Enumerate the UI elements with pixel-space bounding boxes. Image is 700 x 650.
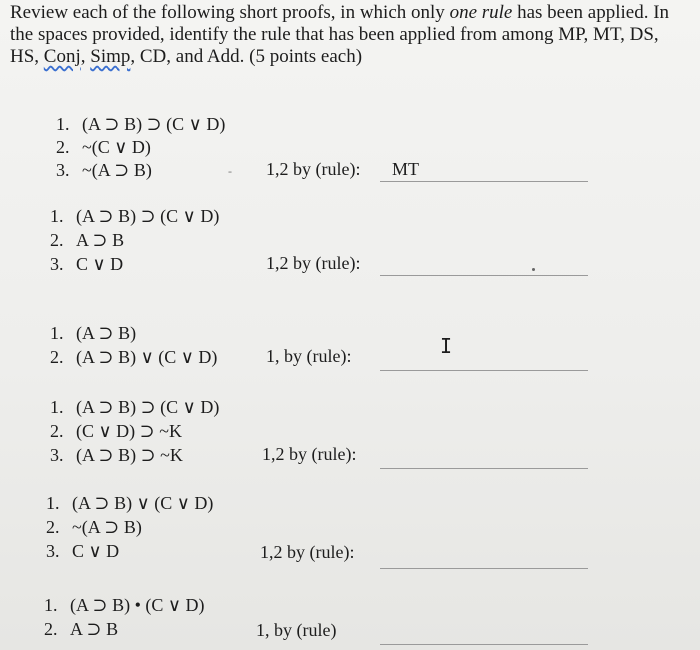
line-number: 1. [56, 114, 70, 134]
line-formula: A ⊃ B [76, 230, 125, 250]
proof-5-rule-label: 1,2 by (rule): [260, 542, 355, 562]
line-formula: A ⊃ B [70, 619, 119, 639]
proof-5-line-2 [46, 516, 142, 538]
proof-2-line-1 [50, 205, 219, 227]
stray-mark: - [228, 164, 232, 178]
line-number: 2. [44, 619, 58, 639]
line-formula: (A ⊃ B) [76, 323, 137, 343]
line-number: 3. [56, 160, 70, 180]
instructions-emphasis: one rule [449, 2, 513, 23]
line-number: 3. [46, 541, 60, 561]
rule-conj: Conj [43, 46, 81, 67]
proof-2-line-3 [50, 253, 123, 275]
instructions-text-2: has been applied. In the spaces provided, identify the rule that has been applied from among MP, MT, DS, HS, [10, 2, 670, 67]
line-number: 2. [46, 517, 60, 537]
line-formula: C ∨ D [76, 254, 124, 274]
line-formula: (A ⊃ B) ∨ (C ∨ D) [72, 493, 214, 513]
line-number: 2. [50, 230, 64, 250]
line-number: 1. [46, 493, 60, 513]
rule-simp: Simp [90, 46, 131, 67]
line-number: 3. [50, 254, 64, 274]
proof-5-line-1 [46, 492, 213, 514]
line-number: 3. [50, 445, 64, 465]
proof-4-line-2 [50, 420, 182, 442]
proof-1-line-2 [56, 136, 151, 158]
line-formula: (C ∨ D) ⊃ ~K [76, 421, 182, 441]
proof-6-answer-line[interactable] [380, 644, 588, 645]
proof-1-line-1 [56, 113, 225, 135]
text-cursor-icon: I [440, 334, 453, 358]
proof-3-rule-label: 1, by (rule): [266, 346, 352, 366]
line-formula: ~(C ∨ D) [82, 137, 151, 157]
line-formula: (A ⊃ B) ⊃ (C ∨ D) [82, 114, 226, 134]
line-formula: (A ⊃ B) ⊃ (C ∨ D) [76, 206, 220, 226]
line-number: 1. [50, 397, 64, 417]
instructions-text-3: , CD, and Add. (5 points each) [130, 46, 363, 67]
line-formula: (A ⊃ B) ⊃ (C ∨ D) [76, 397, 220, 417]
proof-4-answer-line[interactable] [380, 468, 588, 469]
line-number: 2. [50, 347, 64, 367]
line-number: 1. [50, 206, 64, 226]
proof-1-line-3 [56, 159, 152, 181]
line-formula: (A ⊃ B) ⊃ ~K [76, 445, 183, 465]
line-formula: ~(A ⊃ B) [72, 517, 142, 537]
proof-1-answer-line[interactable] [380, 181, 588, 182]
line-formula: (A ⊃ B) • (C ∨ D) [70, 595, 205, 615]
line-number: 2. [56, 137, 70, 157]
line-formula: C ∨ D [72, 541, 120, 561]
proof-1-answer[interactable]: MT [392, 159, 419, 179]
proof-4-rule-label: 1,2 by (rule): [262, 444, 357, 464]
line-number: 1. [50, 323, 64, 343]
proof-3-answer-line[interactable] [380, 370, 588, 371]
line-number: 1. [44, 595, 58, 615]
proof-3-line-2 [50, 346, 217, 368]
proof-3-line-1 [50, 322, 136, 344]
instructions-text-1: Review each of the following short proofs, in which only [10, 2, 450, 23]
proof-1-rule-label: 1,2 by (rule): [266, 159, 361, 179]
proof-2-answer-line[interactable] [380, 275, 588, 276]
proof-2-line-2 [50, 229, 124, 251]
stray-dot [532, 268, 535, 271]
line-number: 2. [50, 421, 64, 441]
line-formula: ~(A ⊃ B) [82, 160, 152, 180]
instructions-paragraph [10, 2, 690, 68]
proof-6-line-1 [44, 594, 205, 616]
proof-6-line-2 [44, 618, 118, 640]
proof-4-line-1 [50, 396, 219, 418]
instructions-comma: , [80, 46, 91, 67]
line-formula: (A ⊃ B) ∨ (C ∨ D) [76, 347, 218, 367]
proof-5-line-3 [46, 540, 119, 562]
proof-2-rule-label: 1,2 by (rule): [266, 253, 361, 273]
proof-5-answer-line[interactable] [380, 568, 588, 569]
proof-6-rule-label: 1, by (rule) [256, 620, 337, 640]
proof-4-line-3 [50, 444, 183, 466]
